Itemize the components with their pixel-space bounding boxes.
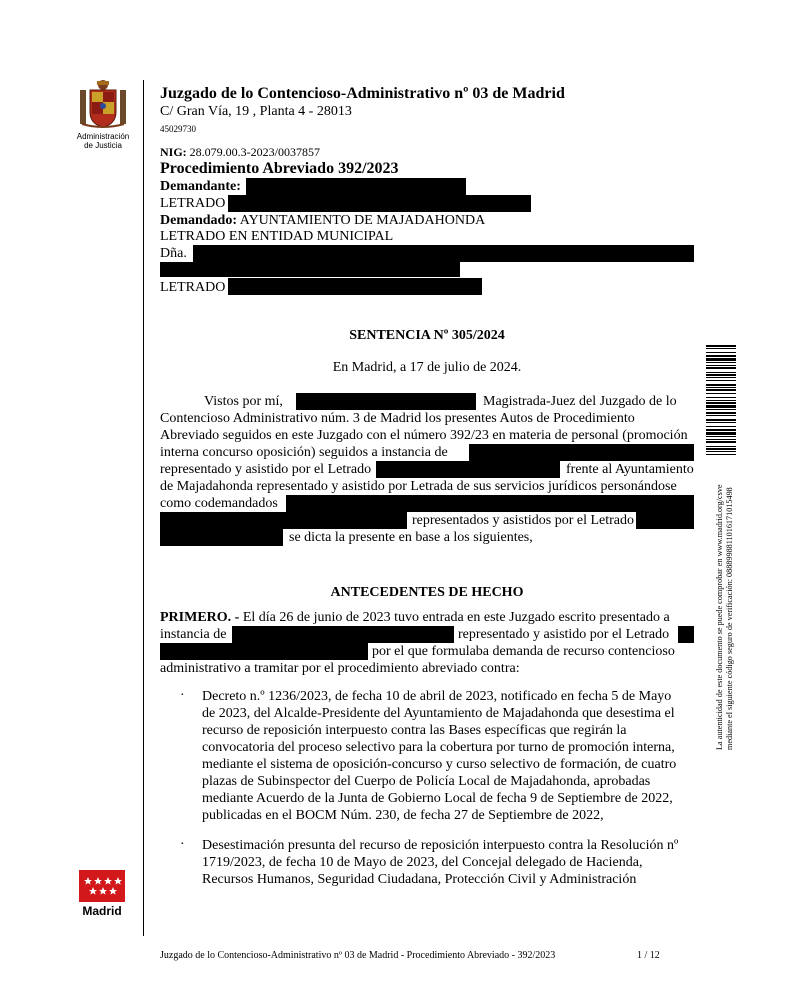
bullet1-line: mediante Acuerdo de la Junta de Gobierno Local de fecha 9 de Septiembre de 2022,	[202, 791, 673, 806]
barcode-bar	[706, 387, 736, 388]
intro-l8: representados y asistidos por el Letrado	[412, 513, 634, 528]
barcode-bar	[706, 355, 736, 357]
bullet1-line: Decreto n.º 1236/2023, de fecha 10 de abril de 2023, notificado en fecha 5 de Mayo	[202, 689, 672, 704]
logo-caption-line1: Administración	[76, 132, 130, 141]
intro-l7: como codemandados	[160, 496, 278, 511]
intro-l2: Contencioso Administrativo núm. 3 de Madrid los presentes Autos de Procedimiento	[160, 411, 635, 426]
barcode-bar	[706, 419, 736, 421]
barcode-bar	[706, 426, 736, 427]
redaction-dna	[193, 245, 694, 262]
dna-label: Dña.	[160, 246, 187, 261]
barcode-bar	[706, 384, 736, 386]
redaction-primero-letrado	[678, 626, 694, 643]
barcode-bar	[706, 400, 736, 401]
intro-l4: interna concurso oposición) seguidos a instancia de	[160, 445, 448, 460]
intro-l1b: Magistrada-Juez del Juzgado de lo	[483, 394, 677, 409]
left-margin-rule	[143, 80, 144, 936]
barcode-bar	[706, 377, 736, 378]
intro-l9: se dicta la presente en base a los siguientes,	[289, 530, 533, 545]
barcode-bar	[706, 429, 736, 431]
bullet2-line: Desestimación presunta del recurso de reposición interpuesto contra la Resolución nº	[202, 838, 679, 853]
barcode-bar	[706, 409, 736, 410]
madrid-label: Madrid	[82, 904, 122, 918]
barcode-bar	[706, 415, 736, 416]
bullet1-line: de 2023, del Alcalde-Presidente del Ayuntamiento de Majadahonda que desestima el	[202, 706, 675, 721]
footer-text: Juzgado de lo Contencioso-Administrativo nº 03 de Madrid - Procedimiento Abreviado - 392/2023	[160, 950, 556, 961]
logo-caption	[66, 132, 140, 150]
redaction-line2	[160, 262, 460, 277]
barcode-bar	[706, 448, 736, 450]
barcode-bar	[706, 362, 736, 363]
barcode-bar	[706, 380, 736, 381]
redaction-codemandados2	[160, 512, 407, 529]
intro-l3: Abreviado seguidos en este Juzgado con el número 392/23 en materia de personal (promoción	[160, 428, 688, 443]
bullet1-line: convocatoria del proceso selectivo para la cobertura por turno de promoción interna,	[202, 740, 675, 755]
redaction-primero-letrado2	[160, 643, 368, 660]
barcode-bar	[706, 405, 736, 408]
bullet-mark-2: ·	[180, 837, 185, 852]
primero-l3: por el que formulaba demanda de recurso contencioso	[372, 644, 675, 659]
demandado-line	[160, 213, 485, 229]
barcode-bar	[706, 352, 736, 353]
redaction-letrado-codem2	[160, 529, 283, 546]
redaction-demandante	[246, 178, 466, 195]
madrid-flag-icon	[79, 870, 125, 902]
date-line: En Madrid, a 17 de julio de 2024.	[332, 360, 522, 375]
barcode-bar	[706, 393, 736, 394]
barcode-bar	[706, 367, 736, 369]
intro-l5a: representado y asistido por el Letrado	[160, 462, 372, 477]
bullet-item-1	[202, 688, 694, 824]
redaction-instancia	[469, 444, 694, 461]
barcode-bar	[706, 365, 736, 366]
procedure-title: Procedimiento Abreviado 392/2023	[160, 160, 399, 177]
barcode-bar	[706, 441, 736, 443]
primero-label: PRIMERO. -	[160, 610, 240, 625]
redaction-letrado-codem	[636, 512, 694, 529]
bullet-mark-1: ·	[180, 688, 185, 703]
redaction-letrado1	[228, 195, 531, 212]
nig-label: NIG:	[160, 145, 187, 159]
bullet1-line: plazas de Subinspector del Cuerpo de Policía Local de Majadahonda, aprobadas	[202, 774, 651, 789]
barcode-bar	[706, 402, 736, 404]
bullet1-line: publicadas en el BOCM Núm. 230, de fecha 27 de Septiembre de 2022,	[202, 808, 604, 823]
primero-l4: administrativo a tramitar por el procedimiento abreviado contra:	[160, 661, 520, 676]
barcode-bar	[706, 436, 736, 437]
barcode-icon	[706, 345, 736, 455]
primero-l1	[160, 610, 670, 626]
primero-text1: El día 26 de junio de 2023 tuvo entrada en este Juzgado escrito presentado a	[242, 610, 670, 625]
bullet1-line: mediante el sistema de oposición-concurso y curso selectivo de formación, de cuatro	[202, 757, 677, 772]
bullet1-line: recurso de reposición interpuesto contra las Bases específicas que regirán la	[202, 723, 627, 738]
bullet2-line: 1719/2023, de fecha 10 de Mayo de 2023, del Concejal delegado de Hacienda,	[202, 855, 643, 870]
barcode-bar	[706, 422, 736, 423]
sentence-title: SENTENCIA Nº 305/2024	[349, 328, 505, 343]
barcode-bar	[706, 348, 736, 349]
bullet-item-2	[202, 837, 694, 888]
letrado3-label: LETRADO	[160, 280, 226, 295]
barcode-bar	[706, 389, 736, 391]
court-address: C/ Gran Vía, 19 , Planta 4 - 28013	[160, 104, 352, 119]
side-verification-note	[715, 460, 745, 750]
antecedentes-title: ANTECEDENTES DE HECHO	[330, 585, 524, 600]
primero-l2a: instancia de	[160, 627, 227, 642]
nig-value: 28.079.00.3-2023/0037857	[189, 145, 321, 159]
barcode-bar	[706, 358, 736, 361]
primero-l2b: representado y asistido por el Letrado	[458, 627, 670, 642]
barcode-bar	[706, 454, 736, 455]
demandante-label: Demandante:	[160, 179, 241, 194]
redaction-magistrada	[296, 393, 476, 410]
barcode-bar	[706, 372, 736, 373]
redaction-letrado-intro	[376, 461, 560, 478]
court-code: 45029730	[160, 124, 196, 134]
demandado-value: AYUNTAMIENTO DE MAJADAHONDA	[239, 213, 486, 228]
redaction-letrado3	[228, 278, 482, 295]
barcode-bar	[706, 397, 736, 398]
side-note-line2: mediante el siguiente código seguro de verificación: 0888998811016171015498	[725, 487, 734, 750]
barcode-bar	[706, 432, 736, 435]
logo-caption-line2: de Justicia	[84, 141, 122, 150]
nig-line	[160, 145, 320, 160]
barcode-bar	[706, 345, 736, 347]
barcode-bar	[706, 446, 736, 447]
demandado-label: Demandado:	[160, 213, 238, 228]
redaction-codemandados1	[286, 495, 694, 512]
bullet2-line: Recursos Humanos, Seguridad Ciudadana, Protección Civil y Administración	[202, 872, 637, 887]
barcode-bar	[706, 412, 736, 414]
footer-page: 1 / 12	[637, 950, 660, 961]
barcode-bar	[706, 451, 736, 452]
letrado1-label: LETRADO	[160, 196, 226, 211]
intro-l1a: Vistos por mí,	[204, 394, 283, 409]
side-note-line1: La autenticidad de este documento se puede comprobar en www.madrid.org/csve	[715, 484, 724, 750]
intro-l6: de Majadahonda representado y asistido por Letrada de sus servicios jurídicos personándose	[160, 479, 677, 494]
coat-of-arms-icon	[78, 78, 128, 130]
barcode-bar	[706, 374, 736, 376]
court-title: Juzgado de lo Contencioso-Administrativo nº 03 de Madrid	[160, 85, 565, 102]
intro-l5b: frente al Ayuntamiento	[566, 462, 694, 477]
redaction-primero-instancia	[232, 626, 454, 643]
letrado-entidad: LETRADO EN ENTIDAD MUNICIPAL	[160, 229, 394, 244]
barcode-bar	[706, 439, 736, 440]
